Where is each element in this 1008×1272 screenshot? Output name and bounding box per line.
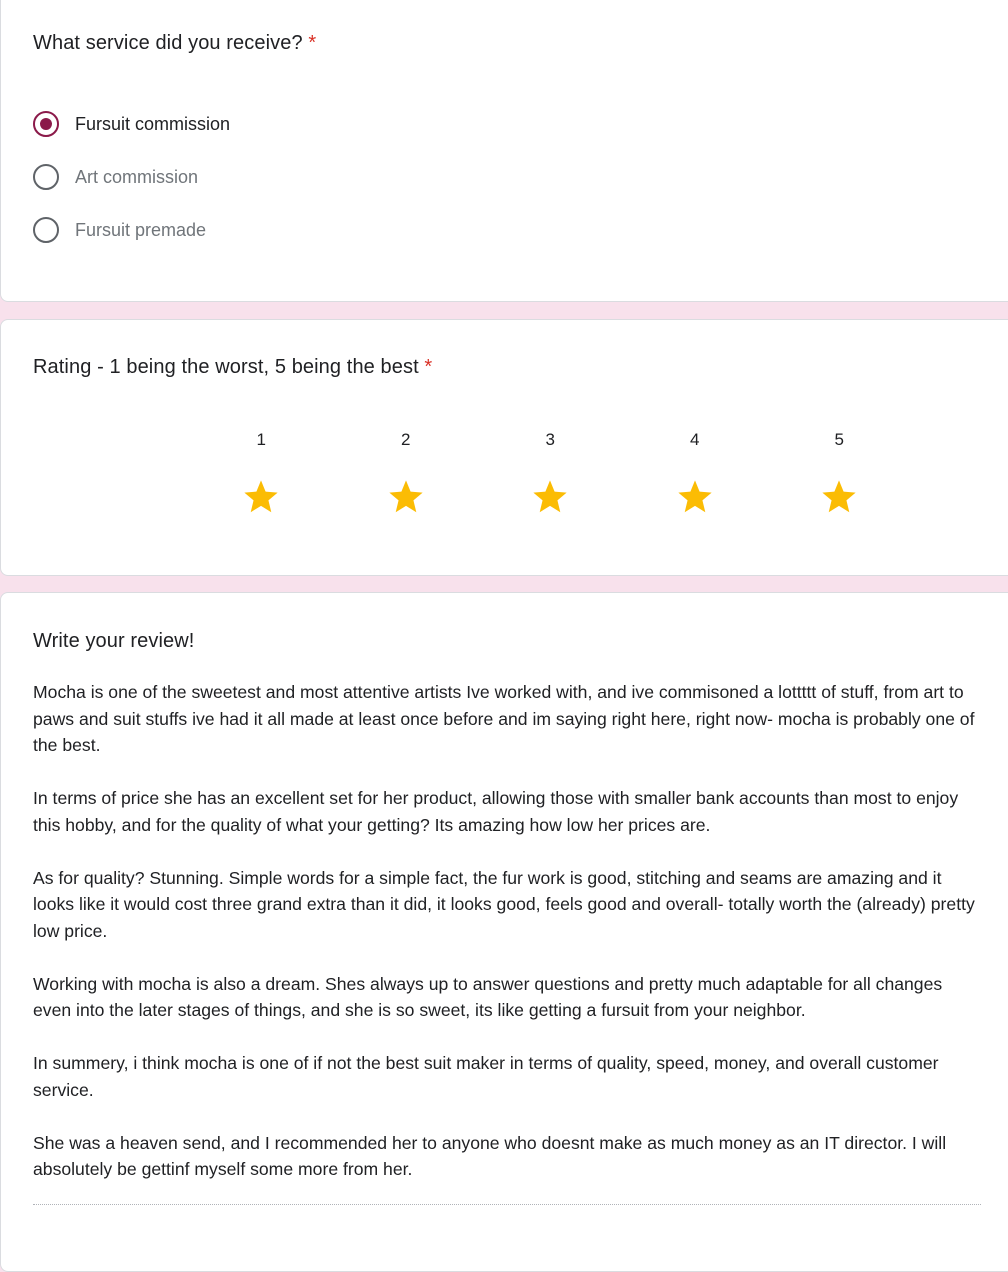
review-paragraph: She was a heaven send, and I recommended her to anyone who doesnt make as much money as an IT director. I will absolutely be gettinf myself some more from her.: [33, 1132, 947, 1179]
question-text: Rating - 1 being the worst, 5 being the best: [33, 356, 419, 378]
star-icon[interactable]: [820, 478, 858, 516]
radio-label: Art commission: [75, 166, 199, 187]
radio-dot: [40, 118, 52, 130]
radio-button[interactable]: [33, 217, 59, 243]
review-paragraph: In terms of price she has an excellent set for her product, allowing those with smaller bank accounts than most to enjoy this hobby, and for the quality of what your getting? Its amazing how low her prices are.: [33, 788, 959, 835]
service-question-card: [0, 0, 1008, 302]
star-icon[interactable]: [531, 478, 569, 516]
required-asterisk: *: [308, 32, 317, 54]
review-paragraph: In summery, i think mocha is one of if not the best suit maker in terms of quality, speed, money, and overall customer service.: [33, 1053, 939, 1100]
star-icon[interactable]: [242, 478, 280, 516]
radio-button[interactable]: [33, 164, 59, 190]
rating-option-1[interactable]: [189, 430, 334, 516]
review-answer-text[interactable]: [33, 679, 981, 1209]
service-question-title: [33, 32, 316, 55]
rating-number: 1: [256, 430, 266, 449]
rating-number: 4: [690, 430, 700, 449]
review-paragraph: As for quality? Stunning. Simple words for a simple fact, the fur work is good, stitching and seams are amazing and it looks like it would cost three grand extra than it did, it looks good, feels good and overall- totally worth the (already) pretty low price.: [33, 867, 975, 941]
rating-number: 2: [401, 430, 411, 449]
radio-button-checked[interactable]: [33, 111, 59, 137]
rating-option-5[interactable]: [767, 430, 912, 516]
rating-option-2[interactable]: [334, 430, 479, 516]
review-paragraph: Mocha is one of the sweetest and most attentive artists Ive worked with, and ive commisoned a lottttt of stuff, from art to paws and suit stuffs ive had it all made at least once before and im saying right here, right now- mocha is probably one of the best.: [33, 682, 975, 755]
star-rating: [189, 430, 912, 516]
rating-question-card: [0, 319, 1008, 576]
radio-label: Fursuit premade: [75, 219, 207, 240]
radio-option-fursuit-commission[interactable]: [33, 109, 230, 139]
required-asterisk: *: [424, 356, 433, 378]
question-text: What service did you receive?: [33, 32, 303, 54]
rating-option-4[interactable]: [623, 430, 768, 516]
answer-underline: [33, 1204, 981, 1205]
review-paragraph: Working with mocha is also a dream. Shes always up to answer questions and pretty much adaptable for all changes even into the later stages of things, and she is so sweet, its like getting a fursuit from your neighbor.: [33, 973, 943, 1020]
rating-number: 3: [545, 430, 555, 449]
star-icon[interactable]: [676, 478, 714, 516]
star-icon[interactable]: [387, 478, 425, 516]
radio-option-fursuit-premade[interactable]: [33, 215, 206, 245]
review-question-card: [0, 592, 1008, 1272]
rating-question-title: [33, 356, 432, 379]
rating-option-3[interactable]: [478, 430, 623, 516]
review-question-title: Write your review!: [33, 630, 195, 652]
radio-option-art-commission[interactable]: [33, 162, 198, 192]
rating-number: 5: [834, 430, 844, 449]
radio-label: Fursuit commission: [75, 113, 231, 134]
